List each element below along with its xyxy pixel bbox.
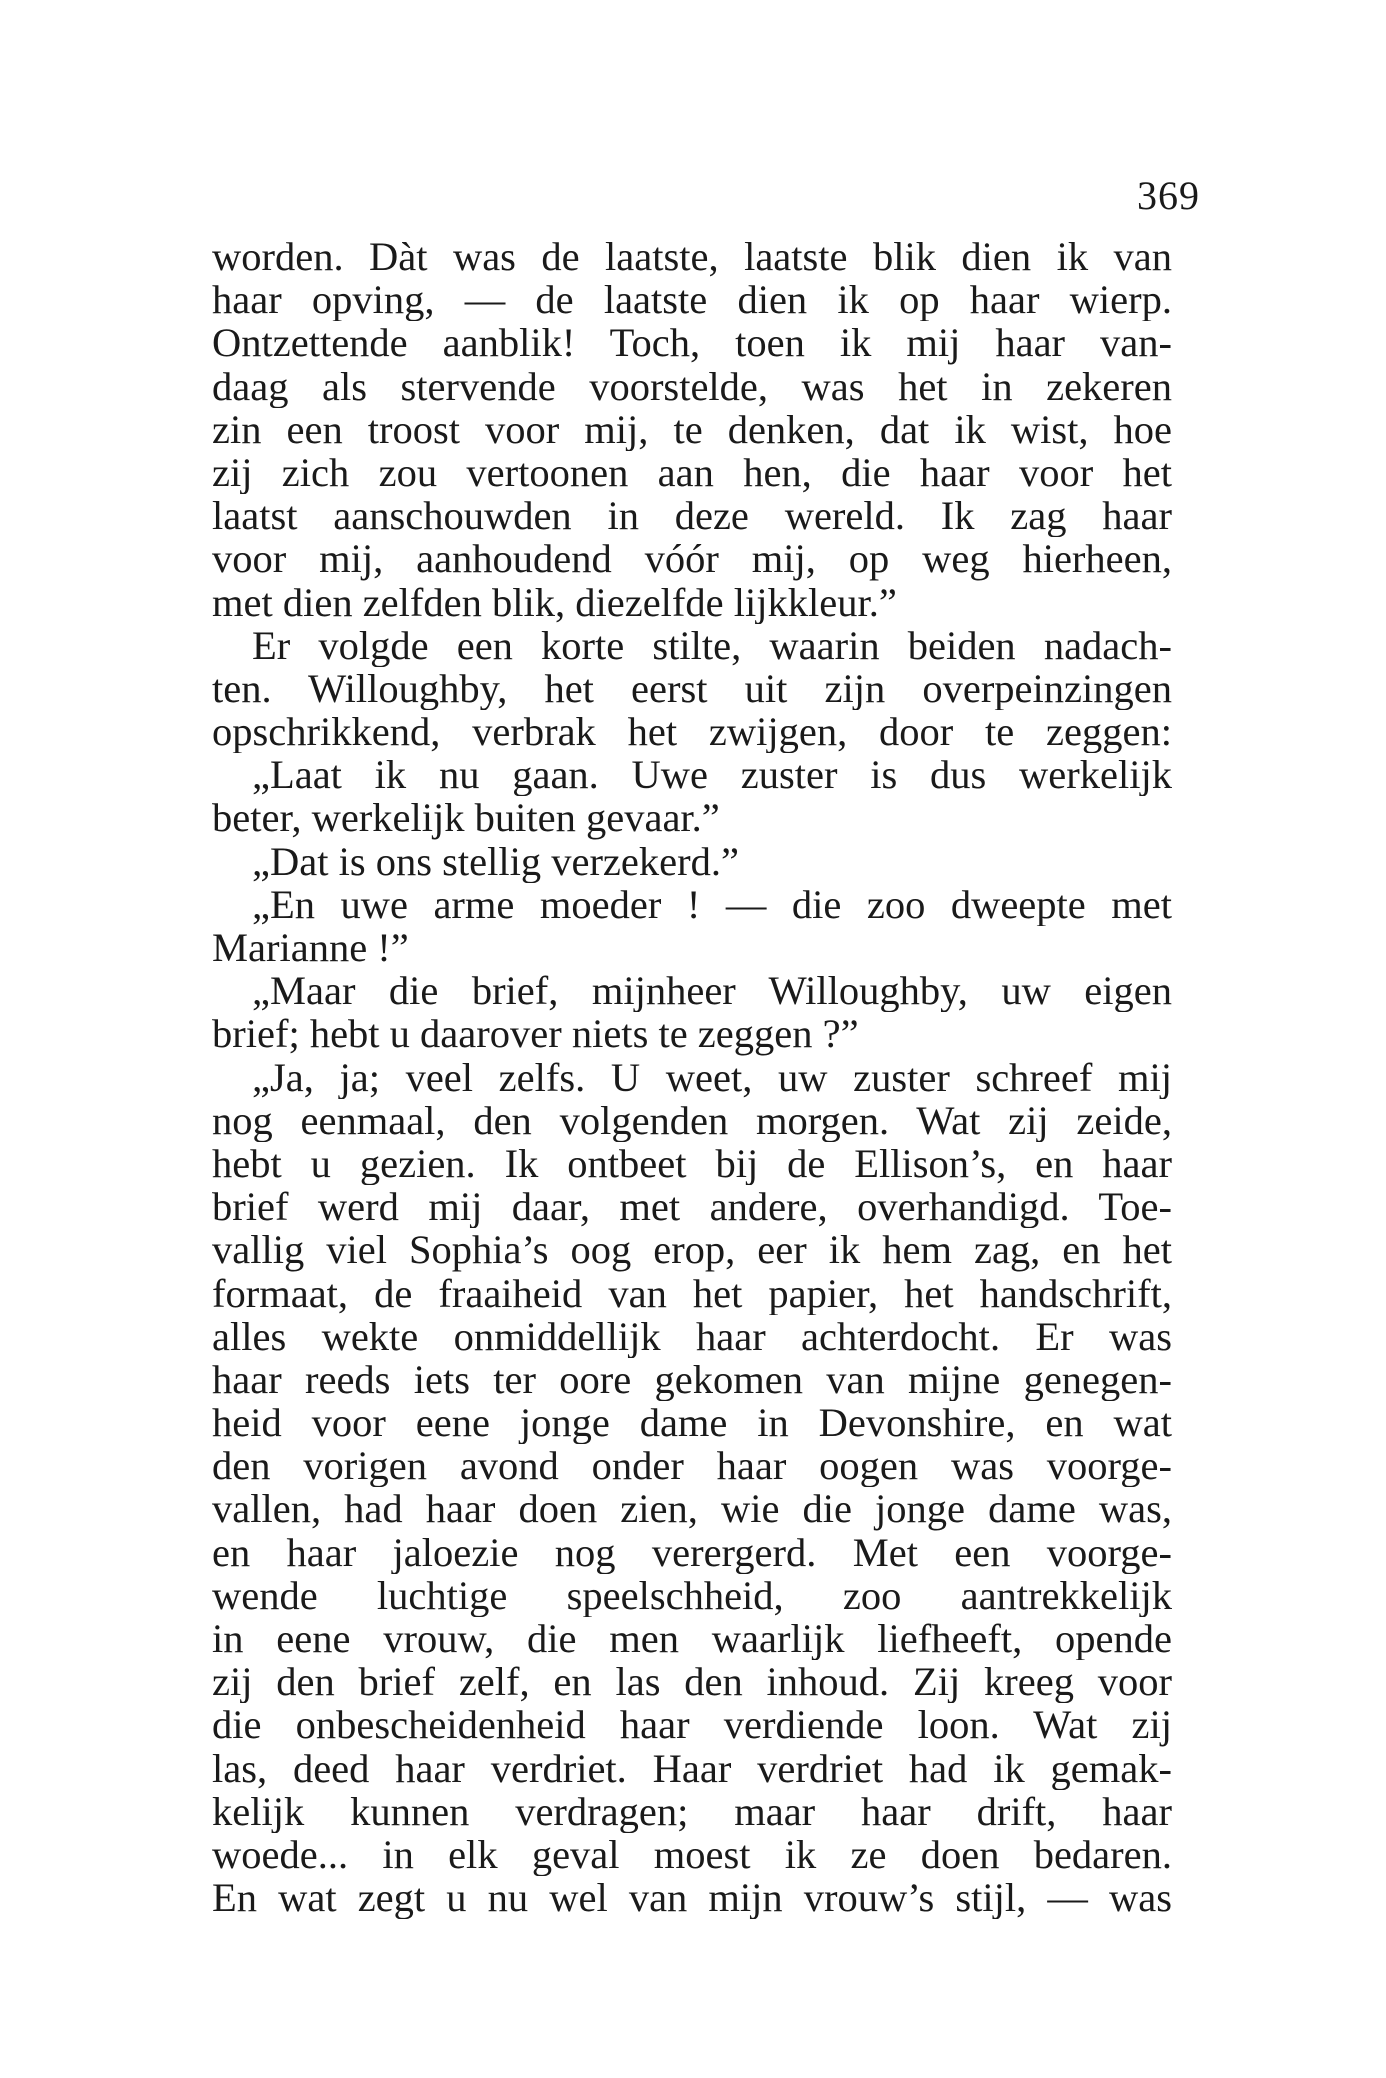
text-line: En wat zegt u nu wel van mijn vrouw’s stijl, — was bbox=[212, 1876, 1172, 1920]
text-line: den vorigen avond onder haar oogen was voorge- bbox=[212, 1444, 1172, 1488]
text-line: brief; hebt u daarover niets te zeggen ?” bbox=[212, 1012, 859, 1056]
text-line: las, deed haar verdriet. Haar verdriet had ik gemak- bbox=[212, 1746, 1172, 1790]
text-line: hebt u gezien. Ik ontbeet bij de Ellison’s, en haar bbox=[212, 1141, 1172, 1186]
text-line: met dien zelfden blik, diezelfde lijkkleur.” bbox=[212, 580, 897, 624]
text-line: nog eenmaal, den volgenden morgen. Wat zij zeide, bbox=[212, 1098, 1172, 1142]
text-line: in eene vrouw, die men waarlijk liefheeft, opende bbox=[212, 1617, 1172, 1661]
text-line: zin een troost voor mij, te denken, dat ik wist, hoe bbox=[212, 407, 1172, 451]
text-line: worden. Dàt was de laatste, laatste blik dien ik van bbox=[212, 235, 1172, 279]
text-line: „Maar die brief, mijnheer Willoughby, uw eigen bbox=[252, 969, 1172, 1013]
text-line: wende luchtige speelschheid, zoo aantrekkelijk bbox=[212, 1573, 1172, 1617]
body-text bbox=[212, 235, 1172, 1919]
text-line: daag als stervende voorstelde, was het in zekeren bbox=[212, 364, 1172, 408]
text-line: woede... in elk geval moest ik ze doen bedaren. bbox=[212, 1832, 1172, 1877]
text-line: „Dat is ons stellig verzekerd.” bbox=[252, 839, 739, 883]
text-line: Ontzettende aanblik! Toch, toen ik mij haar van- bbox=[212, 321, 1172, 365]
text-line: laatst aanschouwden in deze wereld. Ik zag haar bbox=[212, 494, 1172, 538]
text-line: voor mij, aanhoudend vóór mij, op weg hierheen, bbox=[212, 537, 1172, 581]
text-line: „Laat ik nu gaan. Uwe zuster is dus werkelijk bbox=[252, 753, 1172, 797]
text-line: vallen, had haar doen zien, wie die jonge dame was, bbox=[212, 1487, 1172, 1531]
text-line: brief werd mij daar, met andere, overhandigd. Toe- bbox=[212, 1185, 1172, 1229]
text-line: zij zich zou vertoonen aan hen, die haar voor het bbox=[212, 450, 1172, 495]
text-line: kelijk kunnen verdragen; maar haar drift, haar bbox=[212, 1789, 1172, 1833]
text-line: zij den brief zelf, en las den inhoud. Zij kreeg voor bbox=[212, 1660, 1172, 1704]
text-line: Er volgde een korte stilte, waarin beiden nadach- bbox=[252, 623, 1172, 667]
text-line: formaat, de fraaiheid van het papier, het handschrift, bbox=[212, 1271, 1172, 1315]
text-line: ten. Willoughby, het eerst uit zijn overpeinzingen bbox=[212, 666, 1172, 711]
text-line: en haar jaloezie nog verergerd. Met een voorge- bbox=[212, 1530, 1172, 1574]
text-line: vallig viel Sophia’s oog erop, eer ik hem zag, en het bbox=[212, 1228, 1172, 1272]
text-line: „Ja, ja; veel zelfs. U weet, uw zuster schreef mij bbox=[252, 1055, 1172, 1099]
text-line: Marianne !” bbox=[212, 926, 409, 970]
text-line: opschrikkend, verbrak het zwijgen, door te zeggen: bbox=[212, 710, 1172, 754]
text-line: haar opving, — de laatste dien ik op haar wierp. bbox=[212, 278, 1172, 322]
page-number: 369 bbox=[1137, 173, 1200, 218]
text-line: die onbescheidenheid haar verdiende loon. Wat zij bbox=[212, 1703, 1172, 1747]
text-line: „En uwe arme moeder ! — die zoo dweepte met bbox=[252, 882, 1172, 926]
text-line: beter, werkelijk buiten gevaar.” bbox=[212, 796, 720, 840]
text-line: heid voor eene jonge dame in Devonshire, en wat bbox=[212, 1401, 1172, 1445]
text-line: alles wekte onmiddellijk haar achterdocht. Er was bbox=[212, 1314, 1172, 1358]
text-line: haar reeds iets ter oore gekomen van mijne genegen- bbox=[212, 1357, 1172, 1402]
